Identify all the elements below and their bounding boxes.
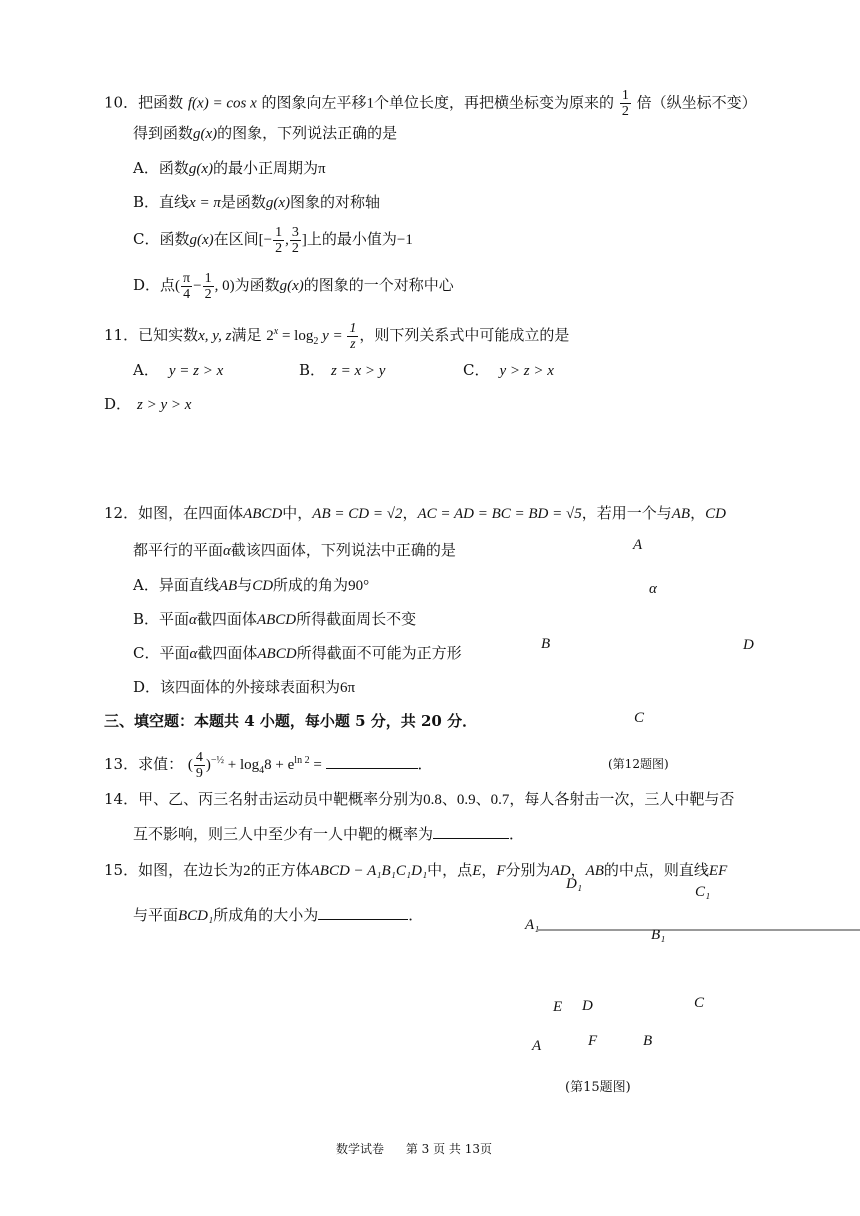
q10-option-c-frac2-num: 3 <box>291 224 299 240</box>
q12-figure-label-a: A <box>633 537 643 553</box>
q15-e: E <box>472 863 482 879</box>
q12-option-b-t1: 平面 <box>159 610 190 628</box>
q10-stem-line2-b: 的图象，下列说法正确的是 <box>217 124 398 142</box>
q15-figure-label-c: C <box>694 995 705 1011</box>
q12-line2-b: 截该四面体，下列说法中正确的是 <box>230 541 456 559</box>
q12-figure-caption: (第12题图) <box>608 757 669 771</box>
q10-option-d <box>133 268 454 303</box>
q15-line2-a: 与平面 <box>133 906 179 924</box>
q14-end: ． <box>509 825 525 843</box>
q15-t7: 的中点，则直线 <box>603 861 709 879</box>
q10-option-c-frac2 <box>290 225 301 256</box>
section3-title: 三、填空题：本题共 4 小题，每小题 5 分，共 20 分． <box>104 712 478 730</box>
q14-sep1: 、 <box>441 790 457 808</box>
q11-stem-b: 满足 <box>231 326 262 344</box>
q15-figure-label-a: A <box>532 1038 542 1054</box>
q15-two: 2 <box>243 863 251 879</box>
q11-eq-sub: 2 <box>313 336 319 347</box>
q12-option-a-t1: 异面直线 <box>158 576 219 594</box>
q12-stem-line1 <box>104 503 726 524</box>
q10-option-c-comma: , <box>285 232 289 248</box>
q11-eq-base: 2 <box>266 328 274 344</box>
q12-option-c-alpha: α <box>189 646 198 662</box>
q10-option-c-frac1 <box>273 225 284 256</box>
q15-figure-label-e: E <box>553 999 563 1015</box>
q11-option-d <box>104 394 191 415</box>
q10-option-a-text1: 函数 <box>158 159 189 177</box>
q14-line2 <box>133 824 524 844</box>
q10-func-f: f(x) = cos x <box>187 95 257 112</box>
q10-option-d-frac1 <box>181 271 192 302</box>
q12-option-a <box>133 575 369 596</box>
q15-cube: ABCD − A₁B₁C₁D₁ <box>310 863 428 879</box>
q12-option-c-t1: 平面 <box>159 644 190 662</box>
q11-option-c-label: C． <box>463 361 490 379</box>
q12-option-c-t3: 所得截面不可能为正方形 <box>296 644 462 662</box>
q12-option-b-t3: 所得截面周长不变 <box>296 610 417 628</box>
q10-stem-a: 把函数 <box>138 93 184 112</box>
q10-option-c-frac1-den: 2 <box>275 240 283 256</box>
q13-log-base: 4 <box>259 765 265 776</box>
q12-stem-c: ，若用一个与 <box>581 504 672 522</box>
q11-option-b-text: z = x > y <box>331 363 386 379</box>
q10-stem-line2-a: 得到函数 <box>133 124 194 142</box>
q13-frac <box>194 750 205 781</box>
q12-abcd: ABCD <box>243 506 283 522</box>
q11-option-a-label: A． <box>133 361 159 379</box>
q13-answer-blank[interactable] <box>326 754 418 769</box>
q12-option-a-t2: 与 <box>237 576 253 594</box>
footer-subject: 数学试卷 <box>336 1142 385 1156</box>
q10-option-d-frac1-num: π <box>183 270 191 286</box>
q10-half-den: 2 <box>621 104 629 119</box>
q10-stem-c: 个单位长度，再把横坐标变为原来的 <box>374 93 615 112</box>
q13-stem: 求值： <box>138 755 184 773</box>
q13-log: + log <box>224 757 260 773</box>
q10-option-d-open: ( <box>175 278 181 294</box>
q12-option-d-label: D． <box>133 678 161 696</box>
q12-option-c <box>133 643 462 664</box>
q11-eq-log: = log <box>278 328 314 344</box>
q11-stem-a: 已知实数 <box>138 326 199 344</box>
q12-option-a-cd: CD <box>252 578 274 594</box>
q10-option-d-frac2-den: 2 <box>204 286 212 302</box>
q10-option-c-label: C． <box>133 230 160 248</box>
q11-option-c <box>463 360 554 381</box>
q13-frac-den: 9 <box>195 766 203 782</box>
q12-option-a-deg: 90° <box>348 578 370 594</box>
q11-equation <box>266 321 359 353</box>
q12-figure-label-b: B <box>541 636 551 652</box>
q12-sep1: ， <box>402 504 418 522</box>
q13-number: 13． <box>104 755 139 773</box>
q12-option-b-alpha: α <box>189 612 197 628</box>
q11-vars: x, y, z <box>198 328 232 344</box>
q10-option-c-min: −1 <box>396 232 413 248</box>
q10-option-c-frac2-den: 2 <box>291 240 299 256</box>
q12-option-c-label: C． <box>133 644 160 662</box>
q15-t5: 分别为 <box>505 861 551 879</box>
q12-ab: AB <box>671 506 691 522</box>
q15-t2: 的正方体 <box>250 861 311 879</box>
q10-option-b-text3: 图象的对称轴 <box>290 193 381 211</box>
q15-ef: EF <box>708 863 728 879</box>
q10-option-c-text1: 函数 <box>159 230 190 248</box>
q12-option-b <box>133 609 416 630</box>
q14-line2-text: 互不影响，则三人中至少有一人中靶的概率为 <box>133 825 434 843</box>
q13-ln-exp: ln 2 <box>294 755 310 766</box>
q10-option-b <box>133 192 380 213</box>
q10-gx: g(x) <box>193 126 218 142</box>
q11-option-c-text: y > z > x <box>499 363 554 379</box>
q10-option-b-text2: 是函数 <box>220 193 266 211</box>
q10-option-a-g: g(x) <box>188 161 214 177</box>
footer-page-number: 第 3 页 共 13页 <box>405 1142 493 1156</box>
q12-number: 12． <box>104 504 139 522</box>
q11-eq-sup: x <box>273 326 279 337</box>
q11-option-a <box>133 360 223 381</box>
q14-line1b: ，每人各射击一次，三人中靶与否 <box>509 790 735 808</box>
q10-shift: 1 <box>366 95 375 112</box>
q15-t1: 如图，在边长为 <box>138 861 244 879</box>
q12-option-d <box>133 677 355 698</box>
q12-alpha: α <box>223 543 231 559</box>
q10-option-d-frac2-num: 1 <box>204 270 212 286</box>
q10-option-c-rbracket: ] <box>301 232 307 248</box>
q10-half-fraction <box>620 88 631 119</box>
q11-frac <box>347 321 358 352</box>
q10-option-b-x: x = π <box>189 195 221 211</box>
q12-stem-line2 <box>133 540 456 561</box>
q11-stem-c: ，则下列关系式中可能成立的是 <box>359 326 570 344</box>
q11-eq-y: y = <box>318 328 347 344</box>
q13-expression <box>187 750 326 782</box>
q13-frac-num: 4 <box>195 750 203 766</box>
q10-option-a-label: A． <box>133 159 159 177</box>
q13-close: ) <box>205 757 211 773</box>
q15-line2-b: 所成角的大小为 <box>213 906 319 924</box>
q13-open: ( <box>187 757 193 773</box>
q12-option-a-ab: AB <box>218 578 238 594</box>
q10-option-d-text1: 点 <box>160 276 176 294</box>
q10-stem-d: 倍（纵坐标不变） <box>636 93 757 112</box>
q12-figure-label-alpha: α <box>649 581 657 597</box>
q10-option-d-close: , 0) <box>214 278 235 294</box>
q15-figure-label-a1: A₁ <box>525 917 540 933</box>
q10-option-c-text2: 在区间 <box>213 230 259 248</box>
q14-line1-text: 甲、乙、丙三名射击运动员中靶概率分别为 <box>138 790 424 808</box>
q10-option-a-text2: 的最小正周期为 <box>213 159 319 177</box>
q15-figure-label-c1: C₁ <box>695 884 711 900</box>
q15-number: 15． <box>104 861 139 879</box>
q12-figure-label-d: D <box>743 637 754 653</box>
q14-sep2: 、 <box>475 790 491 808</box>
q10-option-d-frac2 <box>203 271 214 302</box>
q15-figure-edge-a1b1 <box>538 928 860 932</box>
q10-option-d-g: g(x) <box>279 278 304 294</box>
q12-option-a-label: A． <box>133 576 159 594</box>
q10-option-c-frac1-num: 1 <box>275 224 283 240</box>
q10-stem-line2 <box>133 123 397 144</box>
q10-option-c-text3: 上的最小值为 <box>306 230 397 248</box>
q10-option-d-minus: − <box>193 278 202 294</box>
q15-t6: ， <box>570 861 586 879</box>
q11-option-b-label: B． <box>299 361 326 379</box>
q13-eq: = <box>309 757 326 773</box>
q10-stem-b: 的图象向左平移 <box>261 93 367 112</box>
q14-answer-blank[interactable] <box>433 824 509 839</box>
q10-option-b-g: g(x) <box>265 195 291 211</box>
q12-sep2: ， <box>690 504 706 522</box>
q14-line1 <box>104 789 734 810</box>
q13-end: ． <box>417 755 433 773</box>
q13-exp: −½ <box>210 755 225 766</box>
q10-option-b-text1: 直线 <box>159 193 190 211</box>
q12-option-d-val: 6π <box>340 680 356 696</box>
q12-option-b-t2: 截四面体 <box>196 610 257 628</box>
q12-cd: CD <box>705 506 726 522</box>
q15-figure-label-f: F <box>588 1033 598 1049</box>
q10-option-d-text3: 的图象的一个对称中心 <box>303 276 454 294</box>
q15-t4: ， <box>481 861 497 879</box>
q15-ad: AD <box>550 863 571 879</box>
q10-option-d-label: D． <box>133 276 161 294</box>
q14-p3: 0.7 <box>490 792 510 808</box>
q12-line2-a: 都平行的平面 <box>133 541 224 559</box>
q14-p2: 0.9 <box>456 792 476 808</box>
q10-option-c-lbracket: [− <box>258 232 273 248</box>
q10-option-a-pi: π <box>318 161 326 177</box>
q12-option-c-abcd: ABCD <box>257 646 297 662</box>
q11-option-a-text: y = z > x <box>168 363 224 379</box>
q15-figure-label-d: D <box>582 998 593 1014</box>
q15-f: F <box>496 863 506 879</box>
page-footer <box>336 1140 492 1157</box>
q11-number: 11． <box>104 326 139 344</box>
q10-option-d-frac1-den: 4 <box>183 286 191 302</box>
q11-frac-den: z <box>350 337 356 353</box>
q15-plane: BCD₁ <box>178 908 214 924</box>
q15-figure-label-b1: B₁ <box>651 927 666 943</box>
q10-option-c <box>133 222 413 257</box>
q12-option-d-t1: 该四面体的外接球表面积为 <box>160 678 341 696</box>
q10-option-a <box>133 158 326 179</box>
q12-option-a-t3: 所成的角为 <box>273 576 349 594</box>
q12-eq2: AC = AD = BC = BD = √5 <box>417 506 582 522</box>
q13-eight-e: 8 + e <box>264 757 295 773</box>
q15-t3: 中，点 <box>427 861 473 879</box>
q12-option-b-abcd: ABCD <box>256 612 297 628</box>
q10-option-d-text2: 为函数 <box>234 276 280 294</box>
q12-option-c-t2: 截四面体 <box>197 644 258 662</box>
q10-half-num: 1 <box>621 88 629 103</box>
q15-figure-label-d1: D₁ <box>566 876 583 892</box>
q13-line <box>104 745 433 787</box>
q15-ab: AB <box>585 863 604 879</box>
q12-stem-a: 如图，在四面体 <box>138 504 244 522</box>
q14-p1: 0.8 <box>423 792 442 808</box>
q11-stem <box>104 316 569 358</box>
q11-option-d-label: D． <box>104 395 132 413</box>
q15-end: ． <box>408 906 424 924</box>
q15-line2 <box>133 905 423 926</box>
q12-option-b-label: B． <box>133 610 160 628</box>
q15-figure-label-b: B <box>643 1033 653 1049</box>
q10-option-c-g: g(x) <box>189 232 214 248</box>
q10-stem-line1 <box>104 88 757 119</box>
q10-option-b-label: B． <box>133 193 160 211</box>
q15-figure-caption: (第15题图) <box>565 1080 631 1095</box>
q14-number: 14． <box>104 790 139 808</box>
q11-option-d-text: z > y > x <box>137 397 192 413</box>
q11-frac-num: 1 <box>349 321 357 337</box>
q12-eq1: AB = CD = √2 <box>312 506 403 522</box>
q15-answer-blank[interactable] <box>318 905 408 920</box>
q11-option-b <box>299 360 385 381</box>
q15-line1 <box>104 860 727 881</box>
q10-number: 10． <box>104 93 139 112</box>
q12-stem-b: 中， <box>282 504 313 522</box>
q12-figure-label-c: C <box>634 710 645 726</box>
